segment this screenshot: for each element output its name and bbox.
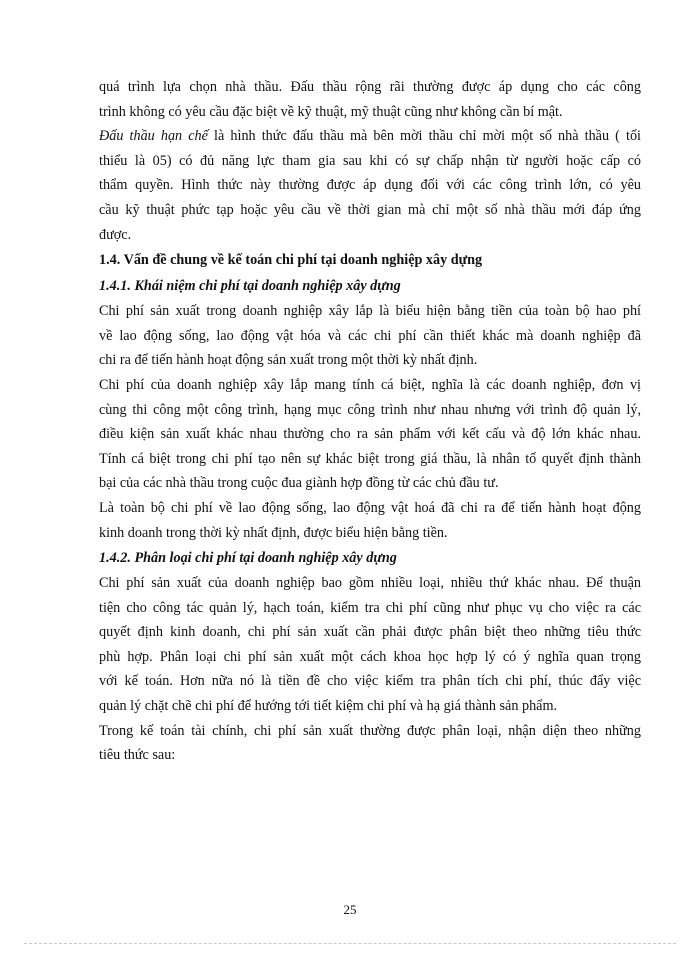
text-line: thẩm quyền. Hình thức này thường được áp dụng đối với các công trình lớn, có yêu	[99, 177, 641, 194]
text-line: thiểu là 05) có đủ năng lực tham gia sau khi có sự chấp nhận từ người hoặc cấp có	[99, 152, 641, 169]
page-number: 25	[343, 902, 357, 917]
subsection-heading: 1.4.1. Khái niệm chi phí tại doanh nghiệp xây dựng	[99, 278, 401, 295]
text-line: điều kiện sản xuất khác nhau thường cho ra sản phẩm với kết cấu và độ lớn khác nhau.	[99, 426, 641, 443]
text-line: trình không có yêu cầu đặc biệt về kỹ thuật, mỹ thuật cũng như không cần bí mật.	[99, 103, 563, 120]
paragraph	[99, 373, 641, 496]
text-line: Chi phí của doanh nghiệp xây lắp mang tính cá biệt, nghĩa là các doanh nghiệp, đơn vị	[99, 376, 641, 393]
text-line: được.	[99, 226, 132, 243]
text-line: Chi phí sản xuất của doanh nghiệp bao gồm nhiều loại, nhiều thứ khác nhau. Để thuận	[99, 575, 641, 592]
section-heading: 1.4. Vấn đề chung về kế toán chi phí tại doanh nghiệp xây dựng	[99, 252, 483, 269]
paragraph	[99, 124, 641, 247]
text-line: tiện cho công tác quản lý, hạch toán, kiểm tra chi phí cũng như phục vụ cho việc ra các	[99, 599, 641, 616]
text-line: về lao động sống, lao động vật hóa và các chi phí cần thiết khác mà doanh nghiệp đã	[99, 327, 641, 344]
text-line	[99, 124, 641, 149]
text-line: tiêu thức sau:	[99, 747, 176, 764]
text-line: quyết định kinh doanh, chi phí sản xuất cần phải được phân biệt theo những tiêu thức	[99, 624, 641, 641]
text-line: quản lý chặt chẽ chi phí để hướng tới tiết kiệm chi phí và hạ giá thành sản phẩm.	[99, 698, 558, 715]
paragraph	[99, 719, 641, 768]
document-page	[99, 75, 641, 768]
paragraph	[99, 299, 641, 373]
paragraph	[99, 75, 641, 124]
text-line: với kế toán. Hơn nữa nó là tiền đề cho việc kiểm tra phân tích chi phí, thúc đẩy việc	[99, 673, 641, 690]
italic-term: Đấu thầu hạn chế	[99, 128, 208, 145]
paragraph	[99, 571, 641, 719]
text-span: là hình thức đấu thầu mà bên mời thầu chỉ mời một số nhà thầu ( tối	[207, 128, 641, 145]
text-line: kinh doanh trong thời kỳ nhất định, được biểu hiện bằng tiền.	[99, 524, 448, 541]
text-line: Trong kế toán tài chính, chi phí sản xuất thường được phân loại, nhận diện theo những	[99, 722, 641, 739]
text-line: bại của các nhà thầu trong cuộc đua giành hợp đồng từ các chủ đầu tư.	[99, 475, 499, 492]
text-line: Chi phí sản xuất trong doanh nghiệp xây lắp là biểu hiện bằng tiền của toàn bộ hao phí	[99, 303, 641, 320]
text-line: phù hợp. Phân loại chi phí sản xuất một cách khoa học hợp lý có ý nghĩa quan trọng	[99, 648, 641, 665]
text-line: quá trình lựa chọn nhà thầu. Đấu thầu rộng rãi thường được áp dụng cho các công	[99, 79, 641, 95]
text-line: chi ra để tiến hành hoạt động sản xuất trong một thời kỳ nhất định.	[99, 352, 478, 369]
subsection-heading: 1.4.2. Phân loại chi phí tại doanh nghiệp xây dựng	[99, 550, 397, 567]
text-line: Là toàn bộ chi phí về lao động sống, lao động vật hoá đã chi ra để tiến hành hoạt động	[99, 499, 641, 516]
paragraph	[99, 496, 641, 545]
text-line: Tính cá biệt trong chi phí tạo nên sự khác biệt trong giá thầu, là nhân tố quyết định thành	[99, 450, 641, 467]
text-line: cầu kỹ thuật phức tạp hoặc yêu cầu về thời gian mà chỉ một số nhà thầu mới đáp ứng	[99, 201, 641, 218]
page-edge-divider	[24, 943, 676, 944]
text-line: cùng thi công một công trình, hạng mục công trình như nhau nhưng với trình độ quản lý,	[99, 401, 641, 418]
